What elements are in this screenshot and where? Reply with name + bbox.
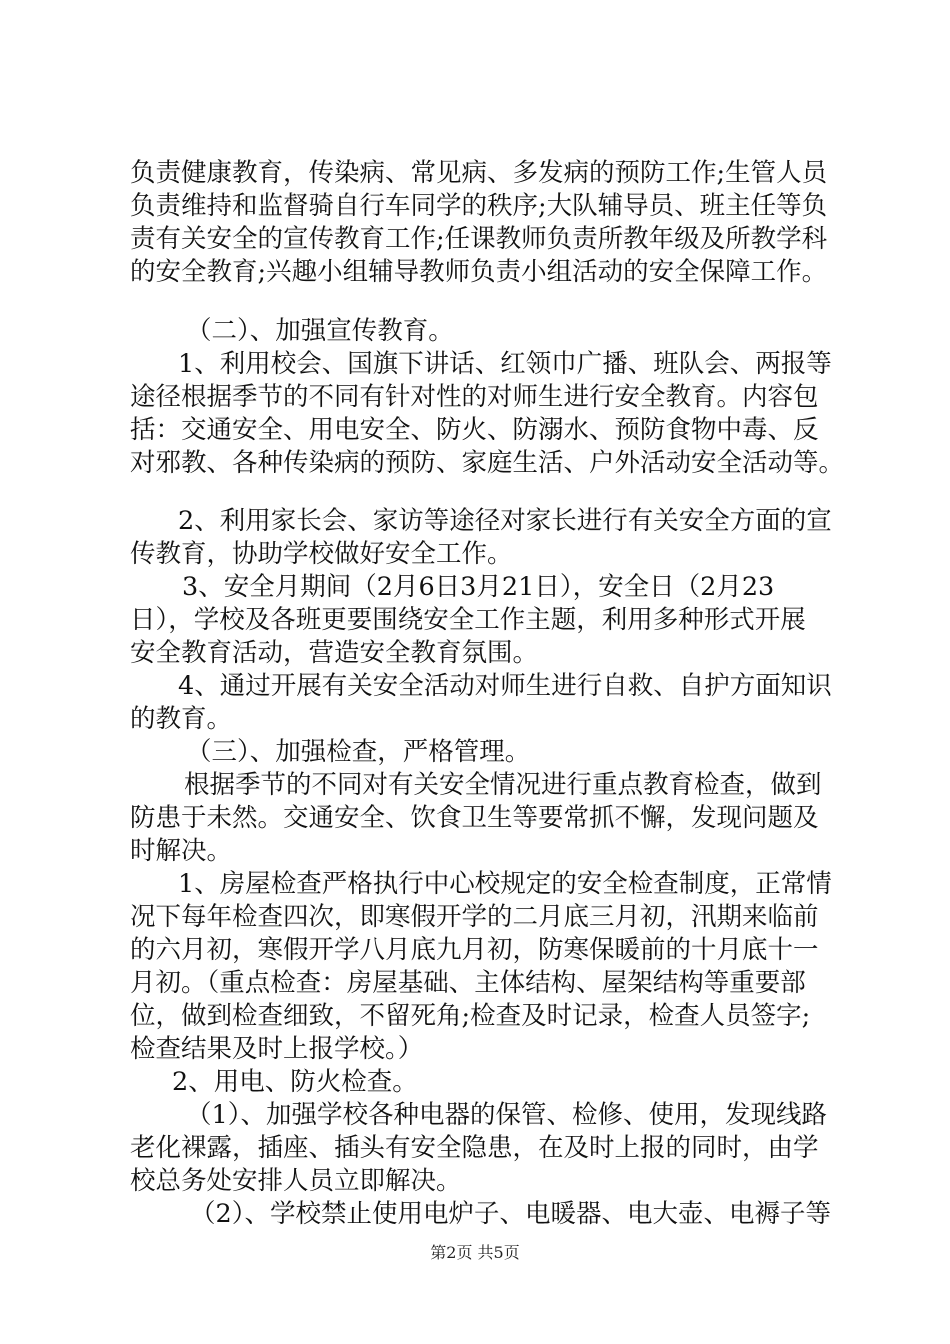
paragraph-line: （三）、加强检查，严格管理。 (186, 737, 531, 767)
paragraph-line: 检查结果及时上报学校。） (130, 1034, 424, 1064)
paragraph-line: 校总务处安排人员立即解决。 (130, 1166, 462, 1196)
paragraph-line: 的六月初，寒假开学八月底九月初，防寒保暖前的十月底十一 (130, 935, 819, 965)
paragraph-line: 的安全教育;兴趣小组辅导教师负责小组活动的安全保障工作。 (130, 257, 828, 287)
paragraph-line: 责有关安全的宣传教育工作;任课教师负责所教年级及所教学科 (130, 224, 828, 254)
paragraph-line: 2、利用家长会、家访等途径对家长进行有关安全方面的宣 (178, 506, 832, 536)
paragraph-line: 安全教育活动，营造安全教育氛围。 (130, 638, 539, 668)
paragraph-line: 时解决。 (130, 836, 233, 866)
paragraph-line: 途径根据季节的不同有针对性的对师生进行安全教育。内容包 (130, 382, 819, 412)
paragraph-line: 老化裸露，插座、插头有安全隐患，在及时上报的同时，由学 (130, 1133, 819, 1163)
paragraph-line: 日），学校及各班更要围绕安全工作主题，利用多种形式开展 (130, 605, 806, 635)
paragraph-line: 负责健康教育，传染病、常见病、多发病的预防工作;生管人员 (130, 158, 828, 188)
page-footer: 第2页 共5页 (430, 1243, 520, 1262)
paragraph-line: （2）、学校禁止使用电炉子、电暖器、电大壶、电褥子等 (190, 1199, 831, 1229)
paragraph-line: 3、安全月期间（2月6日3月21日），安全日（2月23 (182, 572, 775, 602)
paragraph-line: （二）、加强宣传教育。 (186, 316, 454, 346)
paragraph-line: （1）、加强学校各种电器的保管、检修、使用，发现线路 (186, 1100, 827, 1130)
paragraph-line: 1、房屋检查严格执行中心校规定的安全检查制度，正常情 (178, 869, 832, 899)
paragraph-line: 4、通过开展有关安全活动对师生进行自救、自护方面知识 (178, 671, 832, 701)
paragraph-line: 传教育，协助学校做好安全工作。 (130, 539, 513, 569)
paragraph-line: 的教育。 (130, 704, 233, 734)
paragraph-line: 对邪教、各种传染病的预防、家庭生活、户外活动安全活动等。 (130, 448, 845, 478)
paragraph-line: 月初。（重点检查：房屋基础、主体结构、屋架结构等重要部 (130, 968, 806, 998)
paragraph-line: 括：交通安全、用电安全、防火、防溺水、预防食物中毒、反 (130, 415, 819, 445)
paragraph-line: 根据季节的不同对有关安全情况进行重点教育检查，做到 (184, 770, 822, 800)
paragraph-line: 位，做到检查细致，不留死角;检查及时记录，检查人员签字; (130, 1001, 811, 1031)
paragraph-line: 2、用电、防火检查。 (172, 1067, 418, 1097)
paragraph-line: 1、利用校会、国旗下讲话、红领巾广播、班队会、两报等 (178, 349, 832, 379)
paragraph-line: 负责维持和监督骑自行车同学的秩序;大队辅导员、班主任等负 (130, 191, 828, 221)
paragraph-line: 况下每年检查四次，即寒假开学的二月底三月初，汛期来临前 (130, 902, 819, 932)
paragraph-line: 防患于未然。交通安全、饮食卫生等要常抓不懈，发现问题及 (130, 803, 819, 833)
